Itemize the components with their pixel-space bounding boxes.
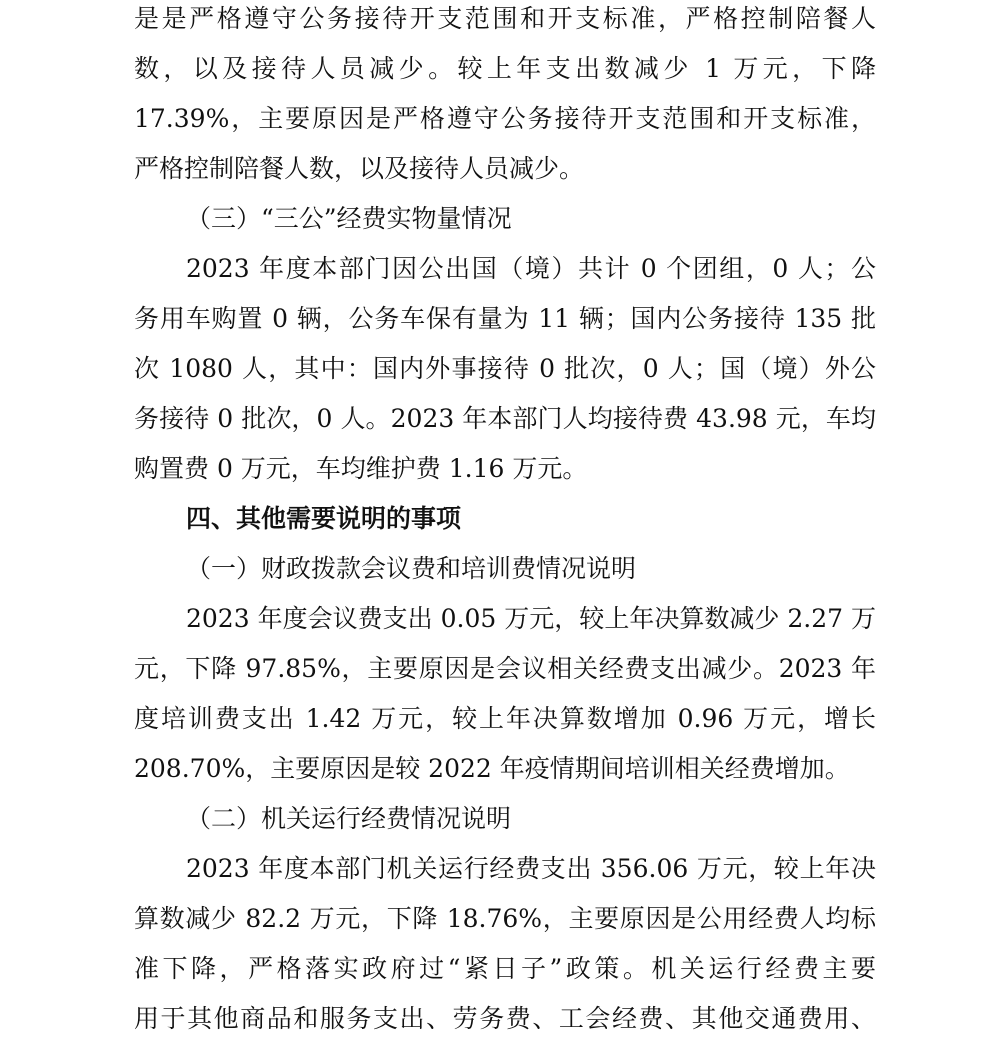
paragraph-line: 数，以及接待人员减少。较上年支出数减少 1 万元，下降: [134, 54, 876, 83]
paragraph-line: 2023 年度本部门因公出国（境）共计 0 个团组，0 人；公: [186, 254, 876, 283]
section-subheading: （三）“三公”经费实物量情况: [186, 204, 512, 233]
paragraph-line: 用于其他商品和服务支出、劳务费、工会经费、其他交通费用、: [134, 1004, 876, 1033]
paragraph-line: 是是严格遵守公务接待开支范围和开支标准，严格控制陪餐人: [134, 4, 876, 33]
paragraph-line: 次 1080 人，其中：国内外事接待 0 批次，0 人；国（境）外公: [134, 354, 876, 383]
paragraph-line: 元，下降 97.85%，主要原因是会议相关经费支出减少。2023 年: [134, 654, 876, 683]
paragraph-line: 务用车购置 0 辆，公务车保有量为 11 辆；国内公务接待 135 批: [134, 304, 876, 333]
paragraph-line: 208.70%，主要原因是较 2022 年疫情期间培训相关经费增加。: [134, 754, 850, 783]
paragraph-line: 严格控制陪餐人数，以及接待人员减少。: [134, 154, 585, 183]
paragraph-line: 2023 年度本部门机关运行经费支出 356.06 万元，较上年决: [186, 854, 876, 883]
paragraph-line: 度培训费支出 1.42 万元，较上年决算数增加 0.96 万元，增长: [134, 704, 876, 733]
paragraph-line: 2023 年度会议费支出 0.05 万元，较上年决算数减少 2.27 万: [186, 604, 876, 633]
paragraph-line: 准下降，严格落实政府过“紧日子”政策。机关运行经费主要: [134, 954, 876, 983]
section-subheading: （二）机关运行经费情况说明: [186, 804, 512, 833]
paragraph-line: 17.39%，主要原因是严格遵守公务接待开支范围和开支标准，: [134, 104, 876, 133]
section-subheading: （一）财政拨款会议费和培训费情况说明: [186, 554, 637, 583]
section-heading: 四、其他需要说明的事项: [186, 504, 462, 533]
paragraph-line: 算数减少 82.2 万元，下降 18.76%，主要原因是公用经费人均标: [134, 904, 876, 933]
paragraph-line: 务接待 0 批次，0 人。2023 年本部门人均接待费 43.98 元，车均: [134, 404, 876, 433]
paragraph-line: 购置费 0 万元，车均维护费 1.16 万元。: [134, 454, 588, 483]
